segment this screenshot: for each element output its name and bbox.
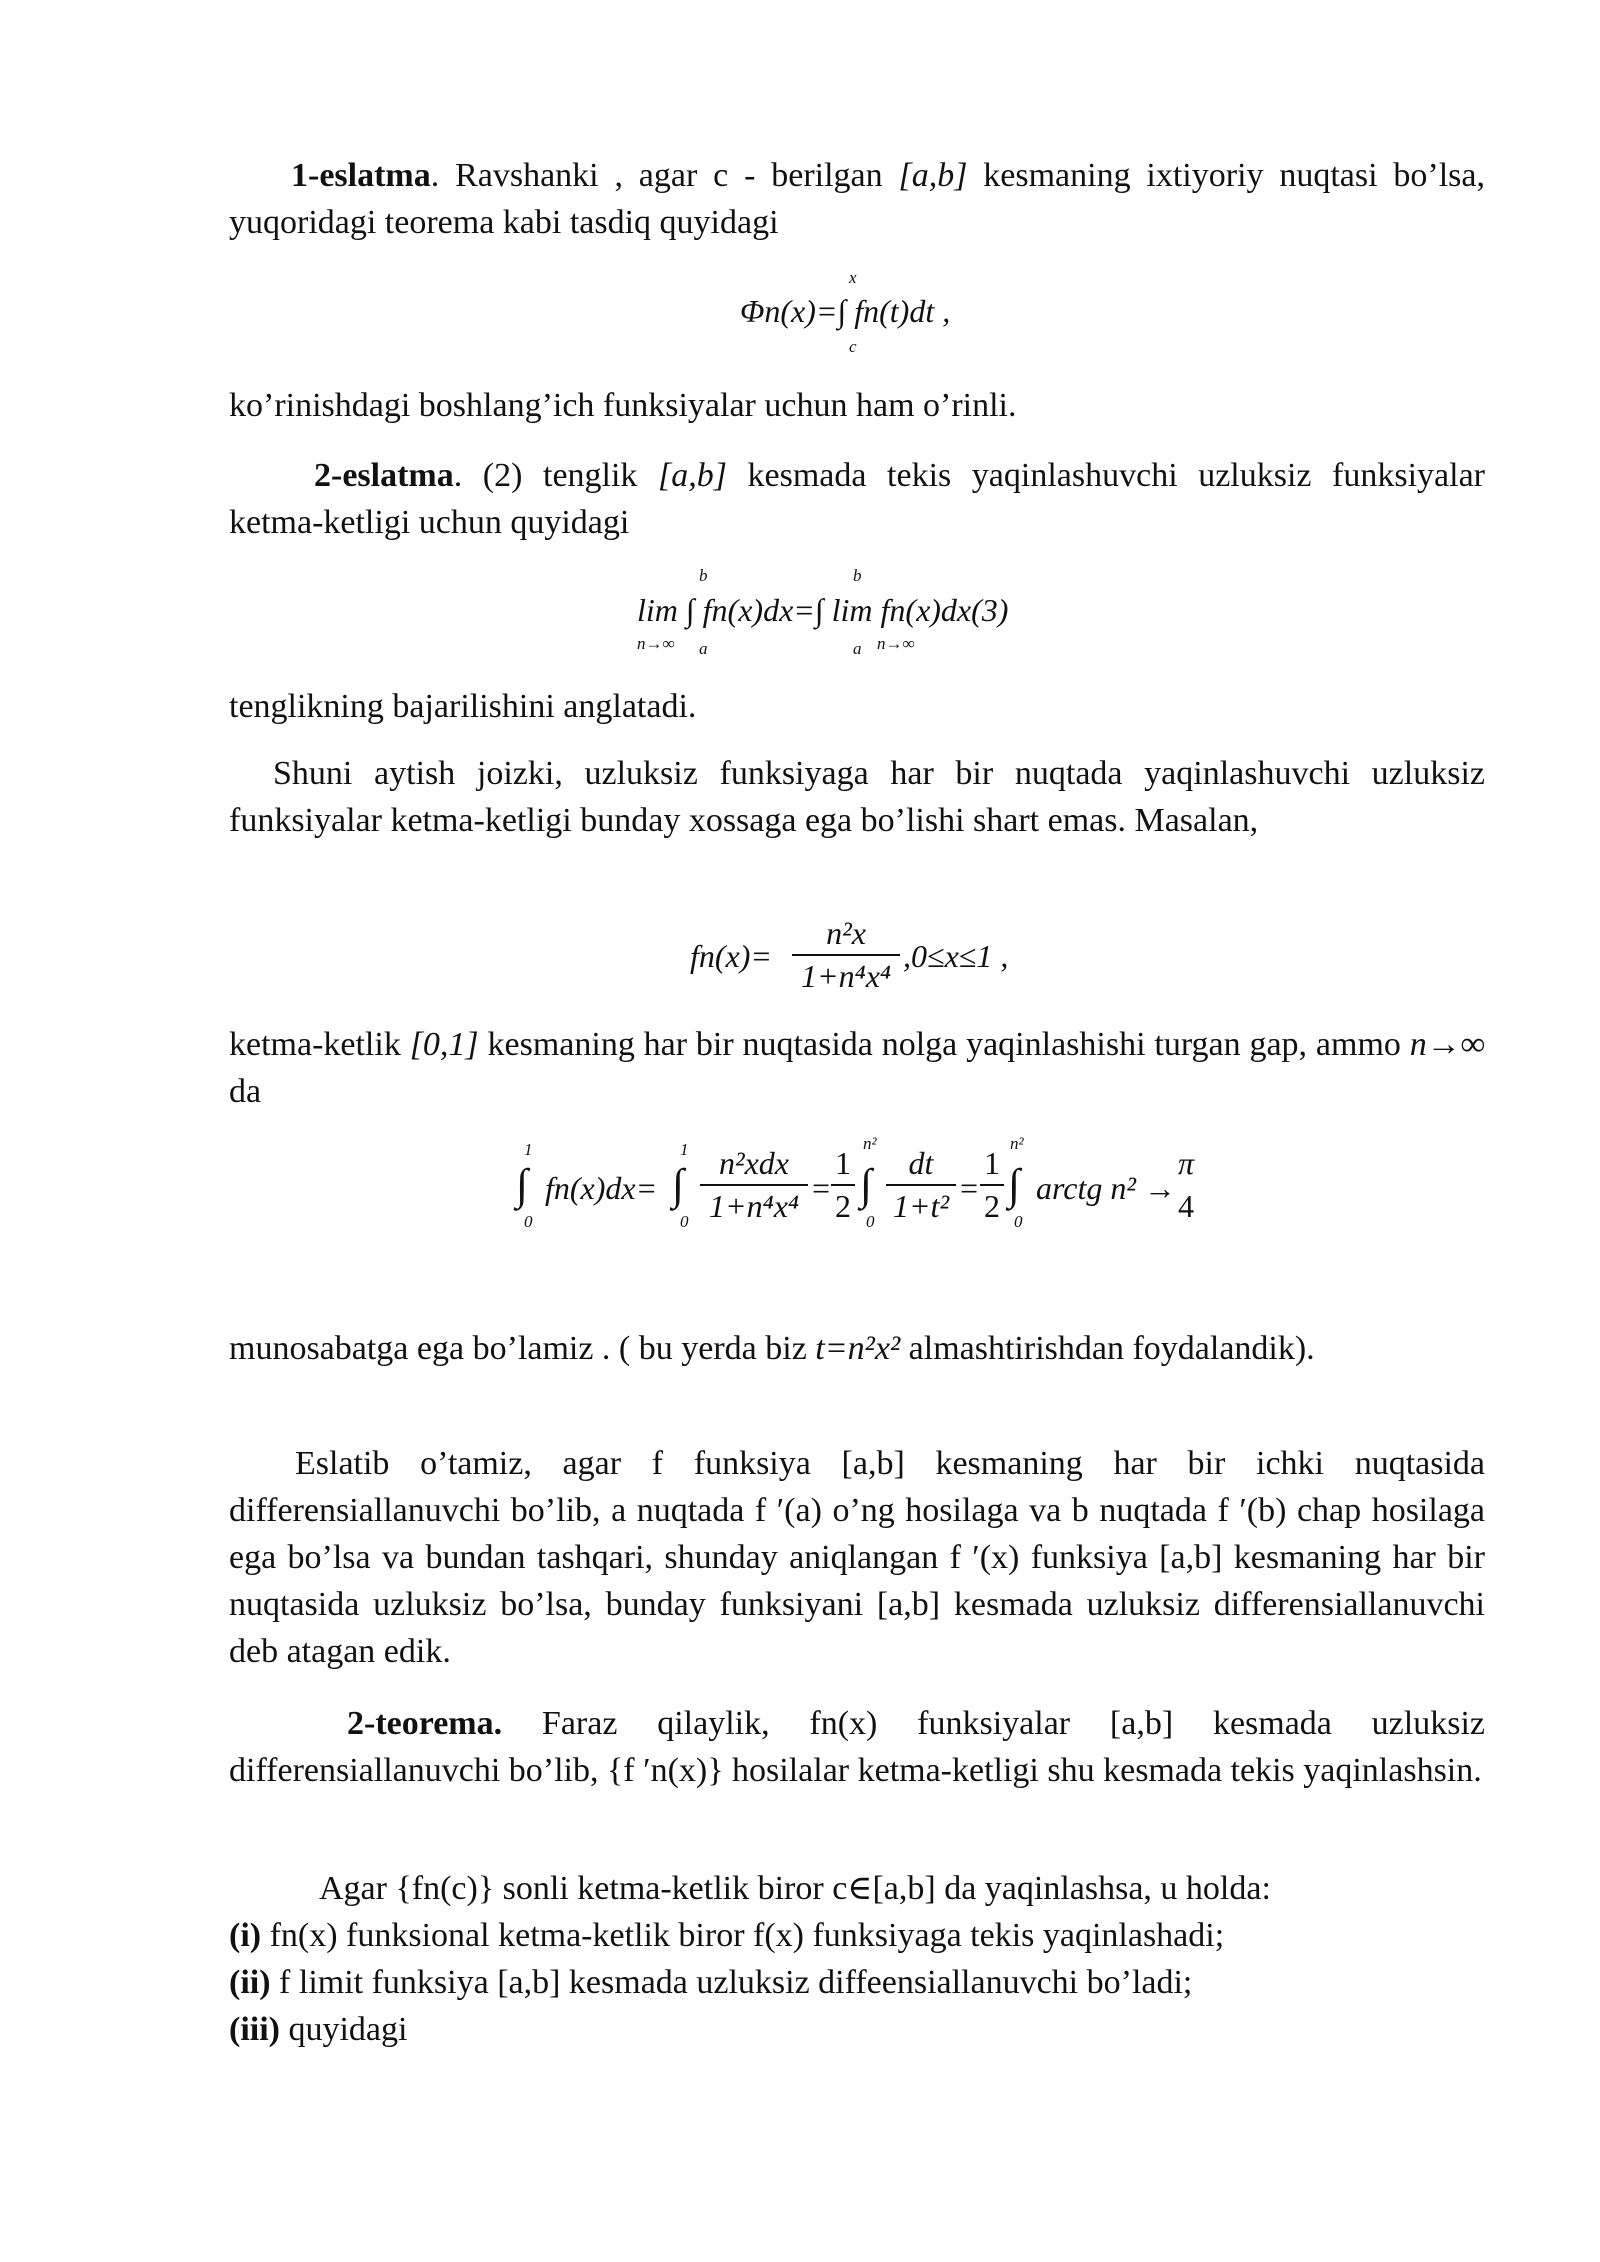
fraction-bar <box>886 1184 956 1186</box>
paragraph-4-text-a: munosabatga ega bo’lamiz . ( bu yerda biz <box>229 1330 816 1367</box>
remark-2-after: tenglikning bajarilishini anglatadi. <box>229 688 697 725</box>
remark-2-lower-limit-2: a <box>853 639 862 658</box>
integral-lower-2: 0 <box>680 1212 689 1231</box>
item-ii-label: (ii) <box>229 1964 271 2001</box>
integral-fraction-5 <box>1172 1145 1200 1225</box>
integral-part-1: fn(x)dx= <box>545 1170 658 1206</box>
integral-fraction-2-den: 2 <box>835 1188 851 1224</box>
item-i-text: fn(x) funksional ketma-ketlik biror f(x) funksiyaga tekis yaqinlashadi; <box>261 1917 1225 1954</box>
remark-2-lim-sub-1: n→∞ <box>637 634 675 653</box>
paragraph-7-item-ii <box>229 1959 1485 2006</box>
remark-2-upper-limit-1: b <box>699 566 708 585</box>
item-ii-text: f limit funksiya [a,b] kesmada uzluksiz diffeensiallanuvchi bo’ladi; <box>270 1964 1193 2001</box>
remark-2-paragraph <box>229 452 1485 546</box>
fraction-bar <box>831 1184 855 1186</box>
remark-2-title: 2-eslatma <box>314 457 454 494</box>
integral-lower-3: 0 <box>866 1212 875 1231</box>
remark-1-lower-limit: c <box>849 337 857 356</box>
remark-2-upper-limit-2: b <box>853 566 862 585</box>
paragraph-7-item-iii <box>229 2006 1485 2053</box>
integral-upper-2: 1 <box>680 1140 689 1159</box>
paragraph-3-text-c: kesmaning har bir nuqtasida nolga yaqinlashishi turgan gap, ammo <box>478 1026 1410 1063</box>
remark-1-formula-text: Φn(x)=∫ fn(t)dt , <box>740 293 951 329</box>
integral-upper-3: n² <box>863 1134 877 1153</box>
integral-fraction-1-den: 1+n⁴x⁴ <box>708 1188 800 1224</box>
remark-2-text-a: . (2) tenglik <box>453 457 658 494</box>
remark-2-formula-text: lim ∫ fn(x)dx=∫ lim fn(x)dx(3) <box>637 592 1009 628</box>
paragraph-5: Eslatib o’tamiz, agar f funksiya [a,b] kesmaning har bir ichki nuqtasida differensiallanuvchi bo’lib, a nuqtada f ′(a) o’ng hosilaga va b nuqtada f ′(b) chap hosilaga ega bo’lsa va bundan tashqari, shunday aniqlangan f ′(x) funksiya [a,b] kesmaning har bir nuqtasida uzluksiz bo’lsa, bunday funksiyani [a,b] kesmada uzluksiz differensiallanuvchi deb atagan edik. <box>229 1445 1485 1670</box>
paragraph-3-text-d: da <box>229 1073 262 1110</box>
remark-1-text-b: kesmaning ixtiyoriy nuqtasi bo’lsa, yuqoridagi teorema kabi tasdiq quyidagi <box>229 157 1486 241</box>
paragraph-3-text-b: ketma-ketlik <box>229 1026 410 1063</box>
integral-lower-4: 0 <box>1014 1212 1023 1231</box>
fraction-bar <box>980 1184 1004 1186</box>
integral-fraction-4-num: 1 <box>984 1145 1000 1181</box>
integral-fraction-3 <box>886 1145 956 1225</box>
remark-1-interval: [a,b] <box>898 157 968 194</box>
integral-fraction-3-num: dt <box>908 1145 934 1181</box>
item-iii-text: quyidagi <box>279 2011 408 2048</box>
integral-tail: arctg n² → <box>1036 1170 1176 1206</box>
integral-sign-2: ∫ <box>672 1160 685 1209</box>
item-iii-label: (iii) <box>229 2011 280 2048</box>
integral-lower-1: 0 <box>524 1212 533 1231</box>
theorem-2-title: 2-teorema. <box>347 1705 503 1742</box>
integral-fraction-2-num: 1 <box>835 1145 851 1181</box>
paragraph-3: Shuni aytish joizki, uzluksiz funksiyaga har bir nuqtada yaqinlashuvchi uzluksiz funksiyalar ketma-ketligi bunday xossaga ega bo’lishi shart emas. Masalan, <box>229 755 1485 839</box>
fraction-bar <box>700 1184 808 1186</box>
integral-fraction-4-den: 2 <box>984 1188 1000 1224</box>
sequence-formula-fraction <box>792 915 900 995</box>
remark-2-interval: [a,b] <box>658 457 727 494</box>
paragraph-4 <box>229 1325 1485 1372</box>
remark-2-lim-sub-2: n→∞ <box>877 634 915 653</box>
integral-fraction-4 <box>980 1145 1004 1225</box>
integral-eq-2: = <box>810 1170 832 1206</box>
integral-eq-3: = <box>958 1170 980 1206</box>
integral-fraction-3-den: 1+t² <box>892 1188 950 1224</box>
integral-fraction-2 <box>831 1145 855 1225</box>
integral-sign-4: ∫ <box>1008 1160 1021 1209</box>
fraction-bar <box>792 954 900 956</box>
integral-upper-1: 1 <box>524 1140 533 1159</box>
paragraph-7-text-a: Agar {fn(c)} sonli ketma-ketlik biror c∈[a,b] da yaqinlashsa, u holda: <box>319 1870 1271 1907</box>
paragraph-7-item-i <box>229 1912 1485 1959</box>
paragraph-3-limit: n→∞ <box>1409 1026 1485 1063</box>
integral-upper-4: n² <box>1010 1134 1024 1153</box>
remark-1-title: 1-eslatma <box>291 157 431 194</box>
remark-1-text-a: . Ravshanki , agar c - berilgan <box>430 157 899 194</box>
remark-2-text-b: kesmada tekis yaqinlashuvchi uzluksiz funksiyalar ketma-ketligi uchun quyidagi <box>229 457 1486 541</box>
integral-sign-3: ∫ <box>860 1160 873 1209</box>
paragraph-7 <box>229 1865 1485 2053</box>
integral-fraction-1-num: n²xdx <box>719 1145 789 1181</box>
remark-1-after: ko’rinishdagi boshlang’ich funksiyalar uchun ham o’rinli. <box>229 387 1017 424</box>
sequence-formula-rhs: ,0≤x≤1 , <box>903 938 1009 974</box>
sequence-formula-lhs: fn(x)= <box>690 938 772 974</box>
paragraph-4-substitution: t=n²x² <box>815 1330 901 1367</box>
integral-sign-1: ∫ <box>516 1160 529 1209</box>
paragraph-4-text-b: almashtirishdan foydalandik). <box>900 1330 1315 1367</box>
remark-1-paragraph <box>229 152 1485 246</box>
integral-fraction-5-num: π <box>1177 1145 1195 1181</box>
remark-1-upper-limit: x <box>849 268 857 287</box>
sequence-formula-numerator: n²x <box>826 915 866 951</box>
item-i-label: (i) <box>229 1917 262 1954</box>
paragraph-3-continued <box>229 1021 1485 1115</box>
sequence-formula-denominator: 1+n⁴x⁴ <box>800 958 892 994</box>
theorem-2-text: Faraz qilaylik, fn(x) funksiyalar [a,b] kesmada uzluksiz differensiallanuvchi bo’lib, {f ′n(x)} hosilalar ketma-ketligi shu kesmada tekis yaqinlashsin. <box>229 1705 1485 1789</box>
integral-fraction-1 <box>700 1145 808 1225</box>
integral-fraction-5-den: 4 <box>1178 1188 1194 1224</box>
theorem-2-paragraph <box>229 1700 1485 1794</box>
remark-2-lower-limit-1: a <box>699 639 708 658</box>
paragraph-3-interval: [0,1] <box>409 1026 479 1063</box>
